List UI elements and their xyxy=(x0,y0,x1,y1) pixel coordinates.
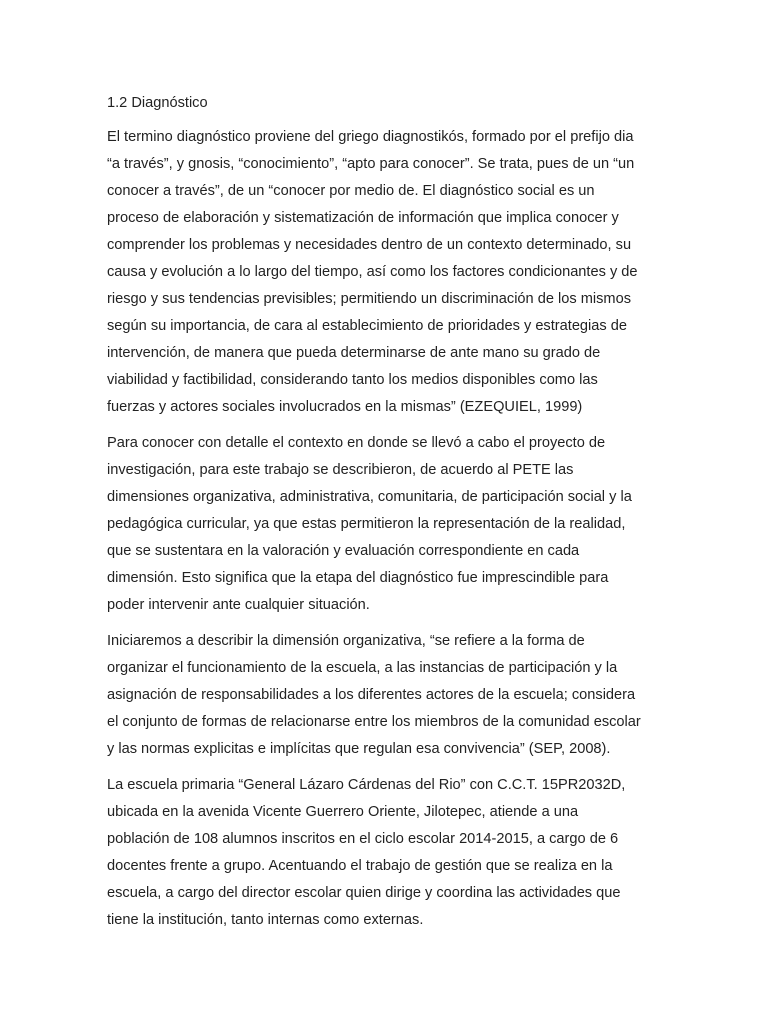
text-line: y las normas explicitas e implícitas que regulan esa convivencia” (SEP, 2008). xyxy=(107,741,611,757)
text-line: dimensiones organizativa, administrativa, comunitaria, de participación social y la xyxy=(107,489,632,505)
text-line: población de 108 alumnos inscritos en el ciclo escolar 2014-2015, a cargo de 6 xyxy=(107,831,619,847)
text-line: comprender los problemas y necesidades dentro de un contexto determinado, su xyxy=(107,237,632,253)
text-line: riesgo y sus tendencias previsibles; permitiendo un discriminación de los mismos xyxy=(107,291,631,307)
text-line: “a través”, y gnosis, “conocimiento”, “apto para conocer”. Se trata, pues de un “un xyxy=(107,156,635,172)
text-line: dimensión. Esto significa que la etapa del diagnóstico fue imprescindible para xyxy=(107,570,609,586)
text-line: pedagógica curricular, ya que estas permitieron la representación de la realidad, xyxy=(107,516,626,532)
text-line: El termino diagnóstico proviene del griego diagnostikós, formado por el prefijo dia xyxy=(107,129,634,145)
section-heading: 1.2 Diagnóstico xyxy=(107,95,208,111)
text-line: tiene la institución, tanto internas como externas. xyxy=(107,912,424,928)
text-line: fuerzas y actores sociales involucrados en la mismas” (EZEQUIEL, 1999) xyxy=(107,399,583,415)
document-page xyxy=(107,90,667,943)
text-line: organizar el funcionamiento de la escuela, a las instancias de participación y la xyxy=(107,660,618,676)
text-line: ubicada en la avenida Vicente Guerrero Oriente, Jilotepec, atiende a una xyxy=(107,804,579,820)
text-line: Para conocer con detalle el contexto en donde se llevó a cabo el proyecto de xyxy=(107,435,606,451)
text-line: proceso de elaboración y sistematización de información que implica conocer y xyxy=(107,210,619,226)
text-line: el conjunto de formas de relacionarse entre los miembros de la comunidad escolar xyxy=(107,714,641,730)
text-line: viabilidad y factibilidad, considerando tanto los medios disponibles como las xyxy=(107,372,598,388)
text-line: conocer a través”, de un “conocer por medio de. El diagnóstico social es un xyxy=(107,183,595,199)
text-line: investigación, para este trabajo se describieron, de acuerdo al PETE las xyxy=(107,462,574,478)
paragraph-school-description xyxy=(107,772,667,934)
text-line: Iniciaremos a describir la dimensión organizativa, “se refiere a la forma de xyxy=(107,633,585,649)
text-line: escuela, a cargo del director escolar quien dirige y coordina las actividades que xyxy=(107,885,621,901)
text-line: según su importancia, de cara al establecimiento de prioridades y estrategias de xyxy=(107,318,627,334)
paragraph-context xyxy=(107,430,667,619)
text-line: La escuela primaria “General Lázaro Cárdenas del Rio” con C.C.T. 15PR2032D, xyxy=(107,777,626,793)
text-line: intervención, de manera que pueda determinarse de ante mano su grado de xyxy=(107,345,601,361)
text-line: causa y evolución a lo largo del tiempo, así como los factores condicionantes y de xyxy=(107,264,638,280)
text-line: poder intervenir ante cualquier situación. xyxy=(107,597,370,613)
text-line: docentes frente a grupo. Acentuando el trabajo de gestión que se realiza en la xyxy=(107,858,613,874)
paragraph-diagnostico-definition xyxy=(107,124,667,421)
text-line: asignación de responsabilidades a los diferentes actores de la escuela; considera xyxy=(107,687,636,703)
text-line: que se sustentara en la valoración y evaluación correspondiente en cada xyxy=(107,543,580,559)
paragraph-organizational-dimension xyxy=(107,628,667,763)
